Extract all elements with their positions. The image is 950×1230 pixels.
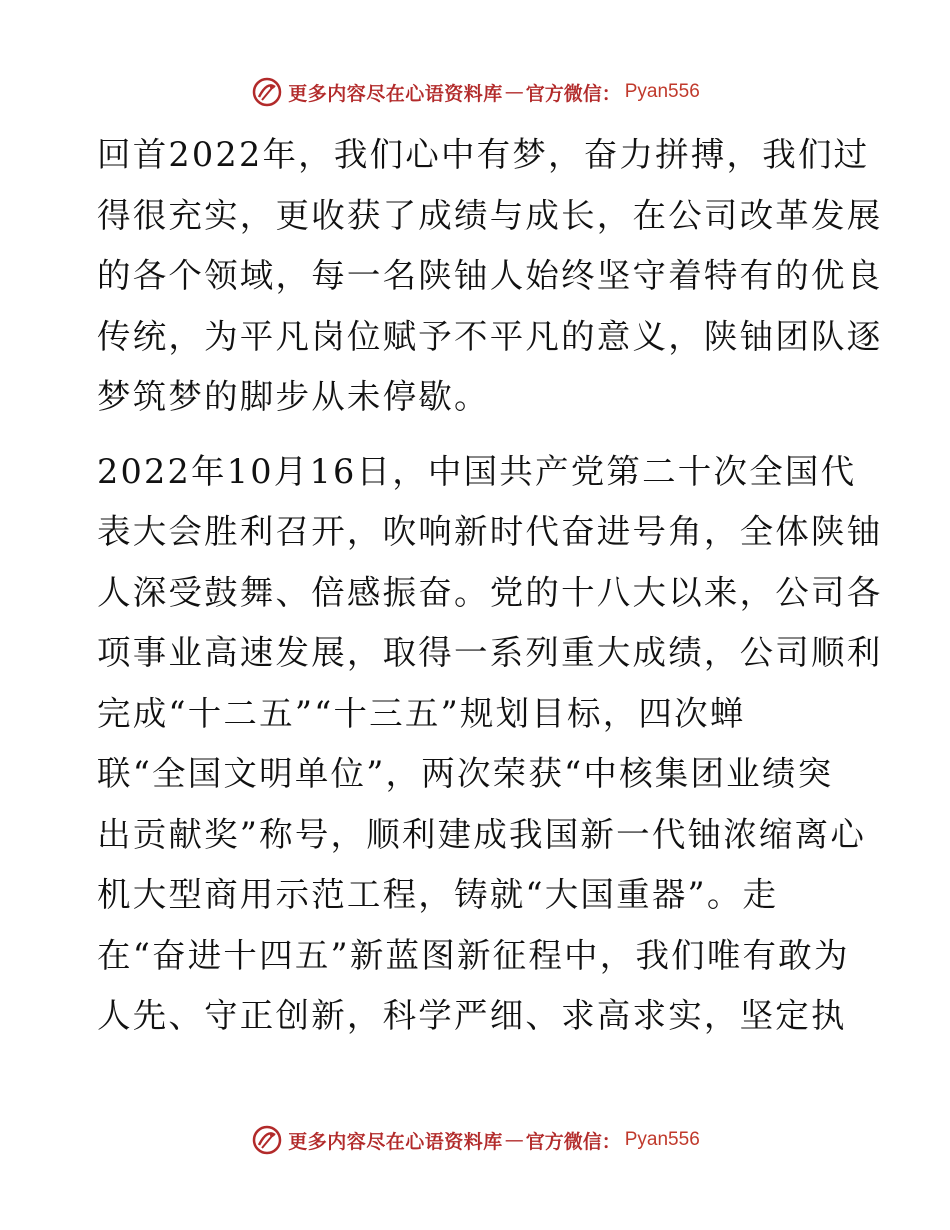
text-line: 得很充实，更收获了成绩与成长，在公司改革发展: [97, 195, 883, 235]
footer-banner: [0, 1120, 950, 1160]
text-line: 人深受鼓舞、倍感振奋。党的十八大以来，公司各: [97, 572, 883, 612]
text-line: 项事业高速发展，取得一系列重大成绩，公司顺利: [97, 633, 883, 672]
text-line: 2022年10月16日，中国共产党第二十次全国代: [97, 451, 857, 491]
text-line: 传统，为平凡岗位赋予不平凡的意义，陕铀团队逐: [97, 316, 883, 356]
text-line: 联“全国文明单位”，两次荣获“中核集团业绩突: [97, 754, 834, 793]
header-wechat-label: 官方微信：: [525, 82, 621, 105]
paragraph-1: [97, 125, 883, 428]
header-main-text: 更多内容尽在心语资料库: [288, 82, 503, 105]
footer-wechat-id: Pyan556: [624, 1129, 700, 1150]
document-body: [97, 125, 883, 1061]
footer-separator: —: [504, 1129, 524, 1151]
footer-main-text: 更多内容尽在心语资料库: [288, 1130, 503, 1153]
brand-logo-icon: [250, 75, 284, 109]
paragraph-2: [97, 442, 883, 1047]
text-line: 完成“十二五”“十三五”规划目标，四次蝉: [97, 693, 746, 733]
text-line: 的各个领域，每一名陕铀人始终坚守着特有的优良: [97, 256, 883, 295]
header-separator: —: [504, 81, 524, 103]
text-line: 在“奋进十四五”新蓝图新征程中，我们唯有敢为: [97, 935, 850, 975]
text-line: 表大会胜利召开，吹响新时代奋进号角，全体陕铀: [97, 512, 883, 551]
text-line: 机大型商用示范工程，铸就“大国重器”。走: [97, 875, 779, 914]
brand-logo-icon: [250, 1123, 284, 1157]
text-line: 出贡献奖”称号，顺利建成我国新一代铀浓缩离心: [97, 814, 867, 854]
text-line: 梦筑梦的脚步从未停歇。: [97, 377, 490, 416]
text-line: 回首2022年，我们心中有梦，奋力拼搏，我们过: [97, 135, 870, 174]
header-banner: [0, 72, 950, 112]
header-wechat-id: Pyan556: [624, 81, 700, 102]
text-line: 人先、守正创新，科学严细、求高求实，坚定执: [97, 996, 847, 1035]
footer-wechat-label: 官方微信：: [525, 1130, 621, 1153]
